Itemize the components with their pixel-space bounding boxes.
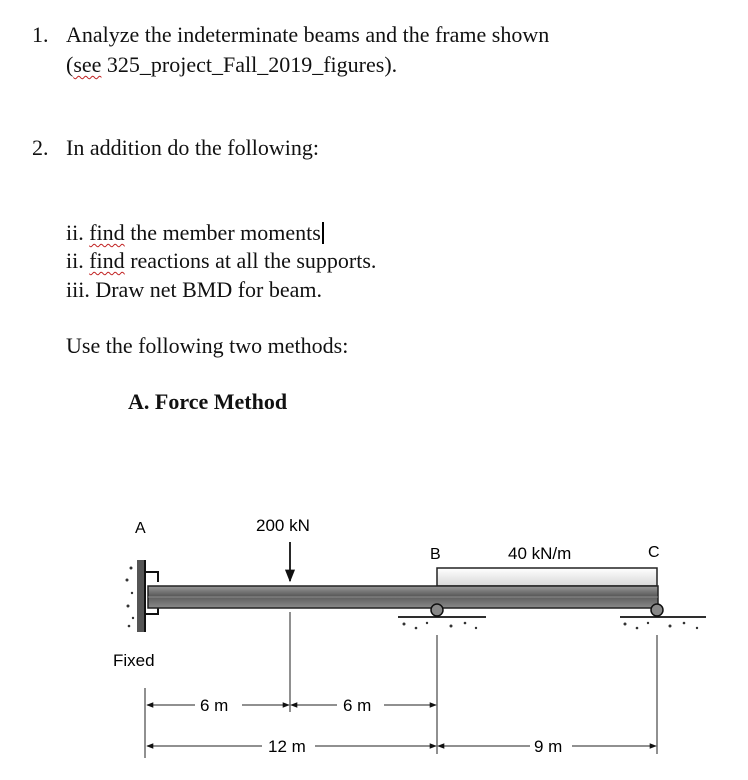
task-1-rest: the member moments [124, 220, 321, 245]
dim-ab-right: 6 m [343, 696, 372, 715]
see-word: see [73, 52, 102, 77]
distributed-load-block [437, 568, 657, 586]
task-2-verb: find [89, 248, 125, 273]
open-paren: ( [66, 52, 74, 77]
methods-intro: Use the following two methods: [66, 333, 349, 358]
task-3-rest: net BMD for beam. [144, 277, 323, 302]
task-3-verb: Draw [95, 277, 145, 302]
task-2-prefix: ii. [66, 248, 90, 273]
figures-reference: 325_project_Fall_2019_figures). [101, 52, 398, 77]
dim-bc: 9 m [534, 737, 563, 756]
label-c: C [648, 544, 660, 561]
task-3-prefix: iii. [66, 277, 96, 302]
label-a: A [135, 520, 146, 537]
item-1-line-1: Analyze the indeterminate beams and the frame shown [66, 22, 550, 47]
task-1-prefix: ii. [66, 220, 90, 245]
dim-ab-left: 6 m [200, 696, 229, 715]
method-a-title: A. Force Method [128, 389, 288, 414]
dim-ab-total: 12 m [268, 737, 306, 756]
label-dist-load: 40 kN/m [508, 544, 572, 563]
task-2-rest: reactions at all the supports. [124, 248, 377, 273]
item-2-text: In addition do the following: [66, 135, 319, 160]
item-1-number: 1. [32, 22, 49, 47]
label-fixed: Fixed [113, 651, 155, 670]
item-2-number: 2. [32, 135, 49, 160]
label-b: B [430, 546, 441, 563]
task-1-verb: find [89, 220, 125, 245]
label-point-load: 200 kN [256, 516, 310, 535]
